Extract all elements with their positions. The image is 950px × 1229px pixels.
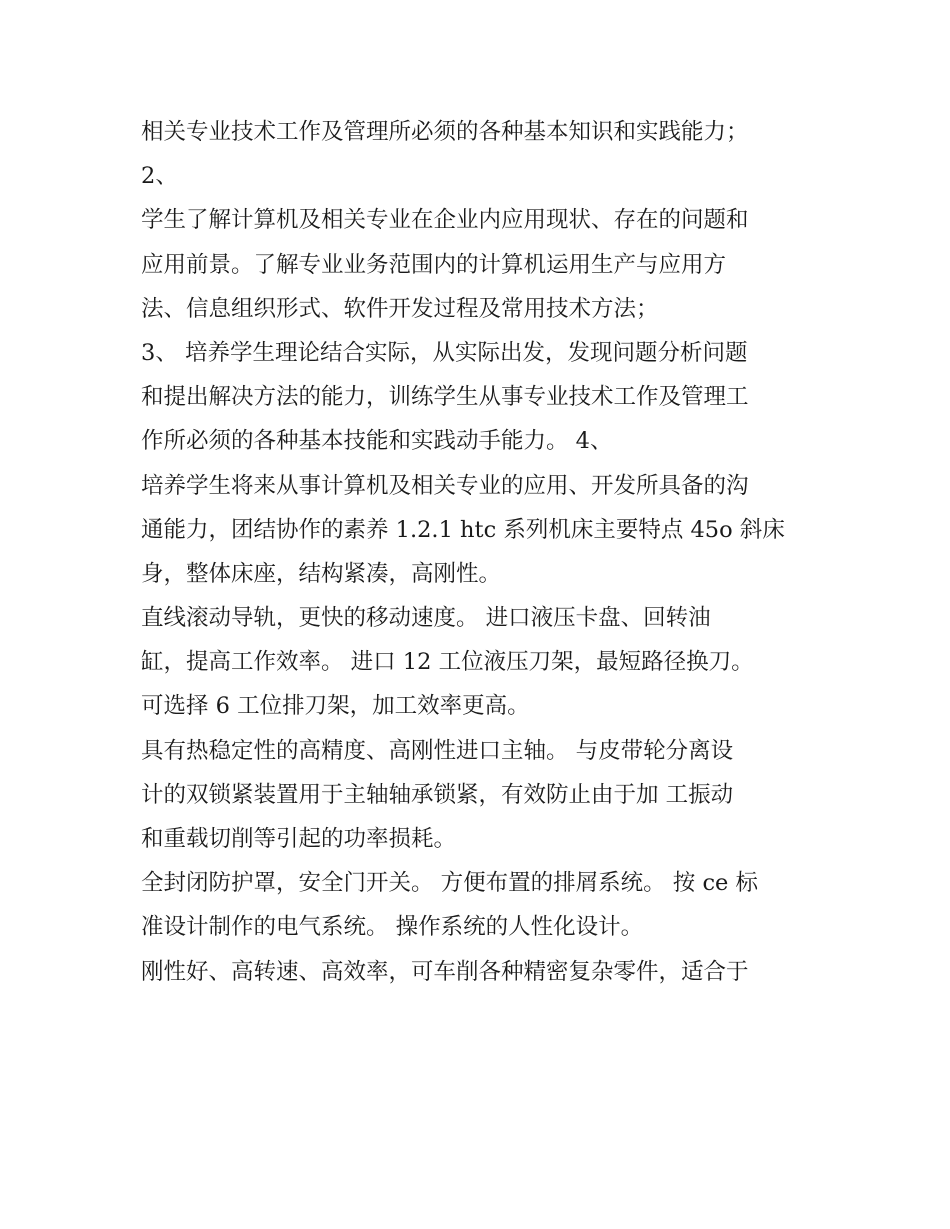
text-line: 培养学生将来从事计算机及相关专业的应用、开发所具备的沟 (141, 472, 749, 499)
text-line: 和重载切削等引起的功率损耗。 (141, 826, 457, 852)
text-line: 和提出解决方法的能力，训练学生从事专业技术工作及管理工 (141, 384, 749, 411)
text-line: 学生了解计算机及相关专业在企业内应用现状、存在的问题和 (141, 207, 749, 234)
text-line: 相关专业技术工作及管理所必须的各种基本知识和实践能力； (141, 119, 749, 145)
text-line: 法、信息组织形式、软件开发过程及常用技术方法； (141, 295, 659, 322)
text-line: 全封闭防护罩，安全门开关。 方便布置的排屑系统。 按 ce 标 (141, 870, 759, 897)
text-line: 3、 培养学生理论结合实际，从实际出发，发现问题分析问题 (141, 339, 748, 366)
body-text (141, 110, 821, 994)
text-line: 通能力，团结协作的素养 1.2.1 htc 系列机床主要特点 45o 斜床 (141, 516, 785, 543)
text-line: 刚性好、高转速、高效率，可车削各种精密复杂零件，适合于 (141, 958, 749, 985)
text-line: 直线滚动导轨，更快的移动速度。 进口液压卡盘、回转油 (141, 605, 711, 632)
text-line: 准设计制作的电气系统。 操作系统的人性化设计。 (141, 914, 644, 941)
text-line: 2、 (141, 163, 178, 190)
text-line: 身，整体床座，结构紧凑，高刚性。 (141, 560, 502, 587)
text-line: 可选择 6 工位排刀架，加工效率更高。 (141, 693, 530, 720)
text-line: 具有热稳定性的高精度、高刚性进口主轴。 与皮带轮分离设 (141, 737, 734, 764)
text-line: 应用前景。了解专业业务范围内的计算机运用生产与应用方 (141, 251, 727, 278)
text-line: 缸，提高工作效率。 进口 12 工位液压刀架，最短路径换刀。 (141, 649, 754, 676)
text-line: 作所必须的各种基本技能和实践动手能力。 4、 (141, 428, 613, 455)
text-line: 计的双锁紧装置用于主轴轴承锁紧，有效防止由于加 工振动 (141, 781, 734, 808)
